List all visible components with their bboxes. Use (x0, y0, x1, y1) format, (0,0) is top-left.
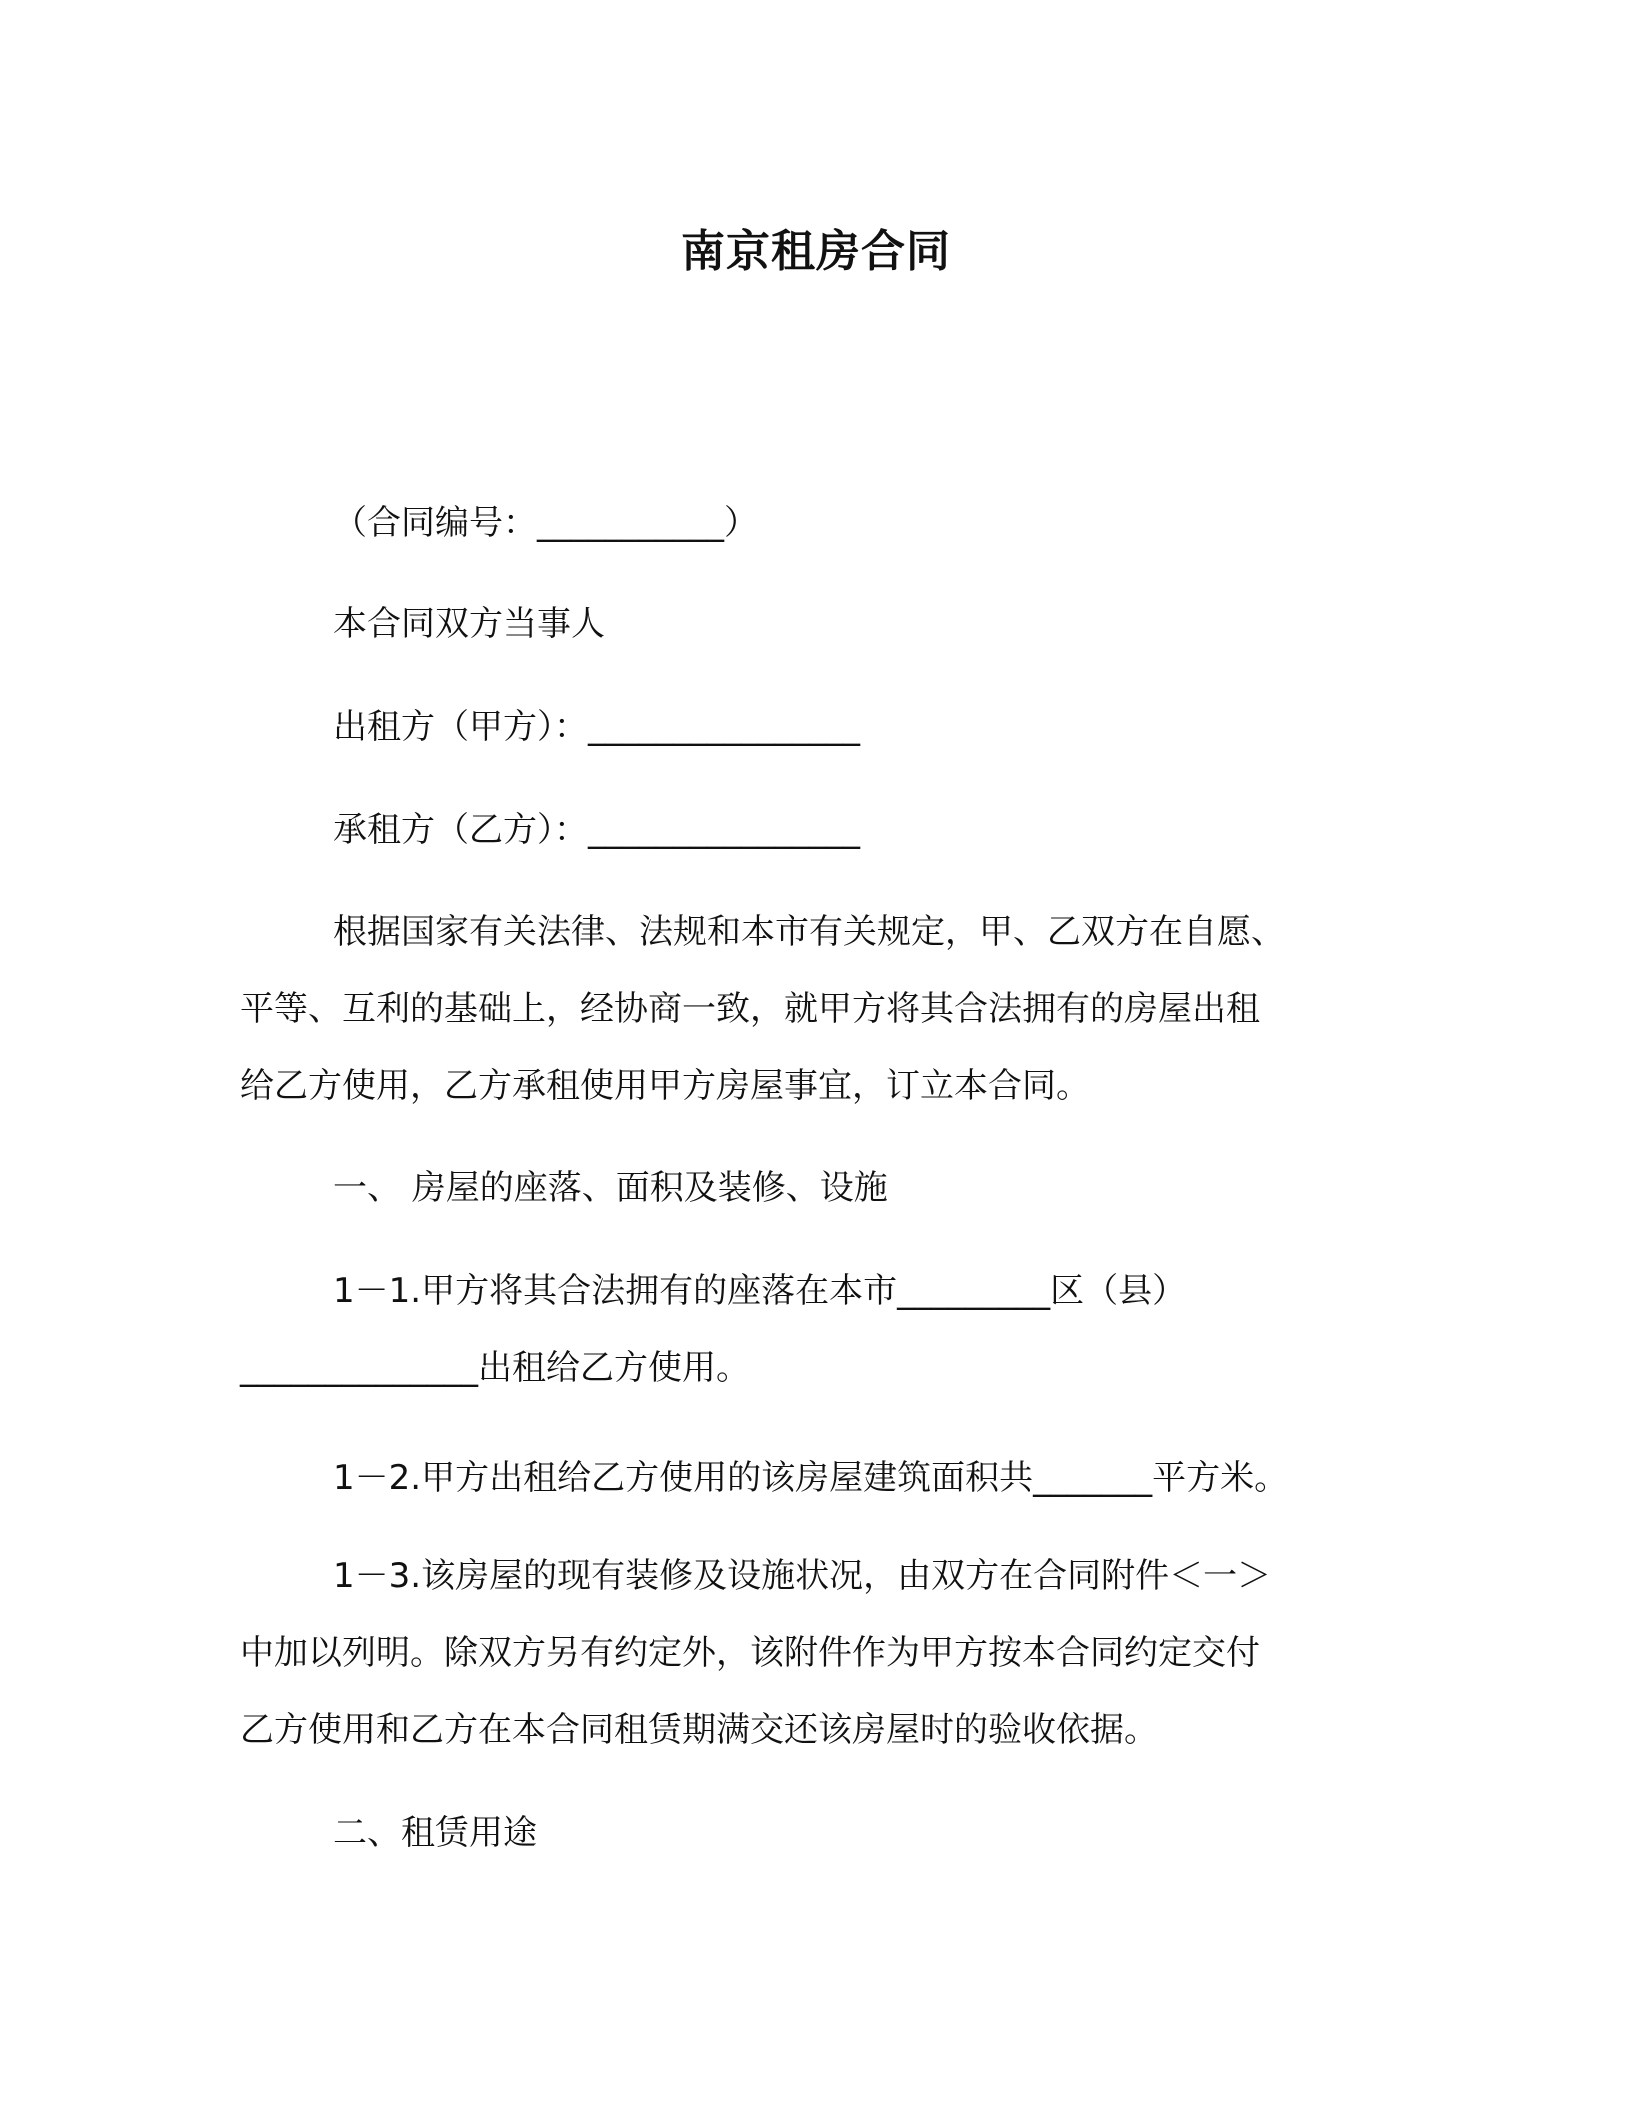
lessee-line: 承租方（乙方）：________________ (333, 810, 860, 850)
clause-1-3-line-3: 乙方使用和乙方在本合同租赁期满交还该房屋时的验收依据。 (240, 1710, 1158, 1750)
lessor-line: 出租方（甲方）：________________ (333, 707, 860, 747)
preamble-line-2: 平等、互利的基础上，经协商一致，就甲方将其合法拥有的房屋出租 (240, 989, 1260, 1029)
preamble-line-3: 给乙方使用，乙方承租使用甲方房屋事宜，订立本合同。 (240, 1066, 1090, 1106)
contract-number-line: （合同编号：___________） (333, 503, 758, 543)
clause-1-3-line-2: 中加以列明。除双方另有约定外，该附件作为甲方按本合同约定交付 (240, 1633, 1260, 1673)
clause-1-1-line-1: 1－1.甲方将其合法拥有的座落在本市_________区（县） (333, 1271, 1187, 1311)
clause-1-3-line-1: 1－3.该房屋的现有装修及设施状况，由双方在合同附件＜一＞ (333, 1556, 1272, 1596)
section-2-heading: 二、租赁用途 (333, 1813, 537, 1853)
preamble-line-1: 根据国家有关法律、法规和本市有关规定，甲、乙双方在自愿、 (333, 912, 1285, 952)
document-title: 南京租房合同 (681, 226, 951, 277)
parties-heading: 本合同双方当事人 (333, 604, 605, 644)
section-1-heading: 一、 房屋的座落、面积及装修、设施 (333, 1168, 888, 1208)
clause-1-1-line-2: ______________出租给乙方使用。 (240, 1348, 750, 1388)
clause-1-2: 1－2.甲方出租给乙方使用的该房屋建筑面积共_______平方米。 (333, 1458, 1289, 1498)
